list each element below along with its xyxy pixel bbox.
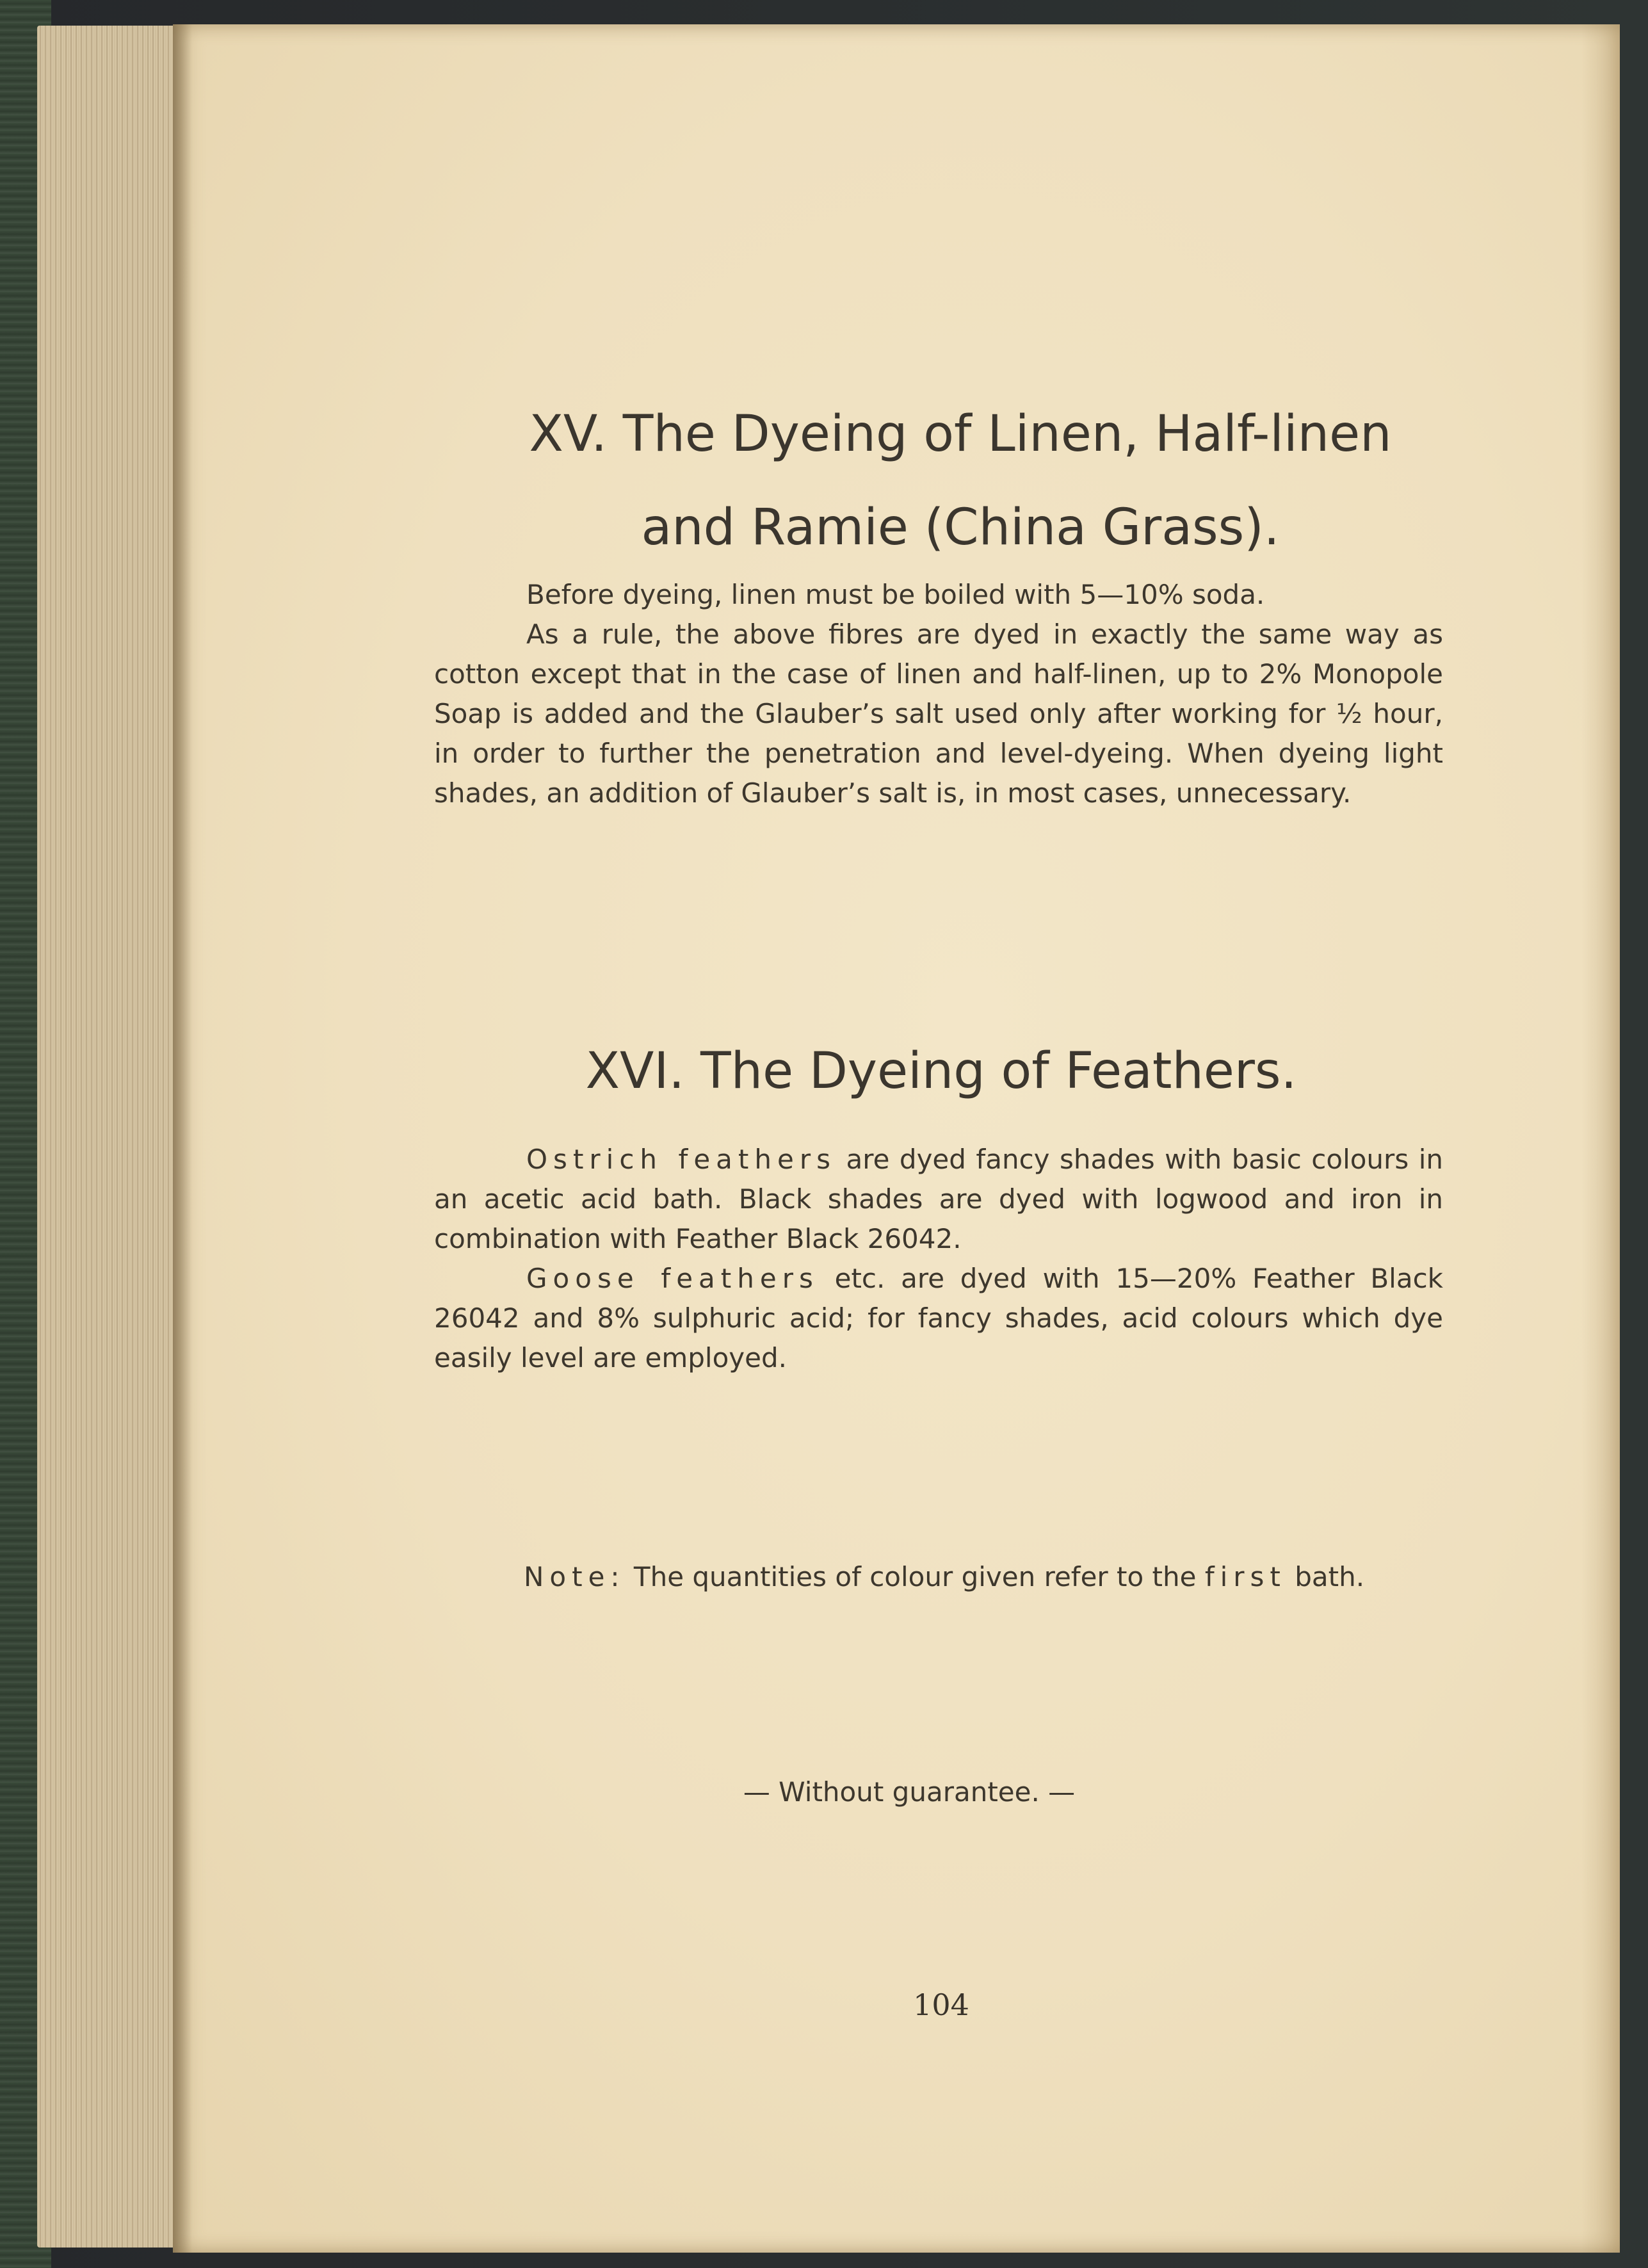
- note-emphasis: first: [1204, 1561, 1286, 1592]
- goose-feathers-emphasis: Goose feathers: [526, 1263, 819, 1294]
- page-right-edge: [1581, 24, 1620, 2253]
- section-xvi-heading: [435, 1025, 1447, 1118]
- section-xv-paragraph-2: As a rule, the above fibres are dyed in exactly the same way as cotton except that in the case of linen and half-linen, up to 2% Monopole Soap is added and the Glauber’s salt used only after working for ½ hour, in order to further the penetration and level-dyeing. When dyeing light shades, an addition of Glauber’s salt is, in most cases, unnecessary.: [434, 619, 1443, 809]
- section-xvi-body: [434, 1140, 1443, 1378]
- book-page: [173, 24, 1620, 2253]
- page-number: 104: [913, 1988, 969, 2022]
- section-xvi-paragraph-2: [434, 1259, 1443, 1378]
- section-xvi-paragraph-2-text: etc. are dyed with 15—20% Feather Black 26042 and 8% sulphuric acid; for fancy shades, acid colours which dye easily level are employed.: [434, 1263, 1443, 1373]
- section-xvi-paragraph-1-text: are dyed fancy shades with basic colours in an acetic acid bath. Black shades are dyed with logwood and iron in combination with Feather Black 26042.: [434, 1144, 1443, 1254]
- page-stack-edge: [37, 26, 178, 2248]
- section-xv-paragraph-1: Before dyeing, linen must be boiled with 5—10% soda.: [526, 579, 1265, 610]
- section-xv-heading: [435, 387, 1485, 574]
- section-xvi-paragraph-1: [434, 1140, 1443, 1259]
- guarantee-line: — Without guarantee. —: [743, 1776, 1076, 1808]
- note-text-after: bath.: [1286, 1561, 1365, 1592]
- section-xv-body: [434, 575, 1443, 813]
- spine-shadow: [173, 24, 192, 2253]
- ostrich-feathers-emphasis: Ostrich feathers: [526, 1144, 836, 1175]
- note-line: [524, 1557, 1484, 1597]
- note-label: Note:: [524, 1561, 626, 1592]
- note-text-before: The quantities of colour given refer to the: [625, 1561, 1205, 1592]
- section-xv-heading-line2: and Ramie (China Grass).: [641, 499, 1280, 556]
- section-xvi-heading-text: XVI. The Dyeing of Feathers.: [585, 1042, 1297, 1100]
- section-xv-heading-line1: XV. The Dyeing of Linen, Half-linen: [529, 405, 1392, 463]
